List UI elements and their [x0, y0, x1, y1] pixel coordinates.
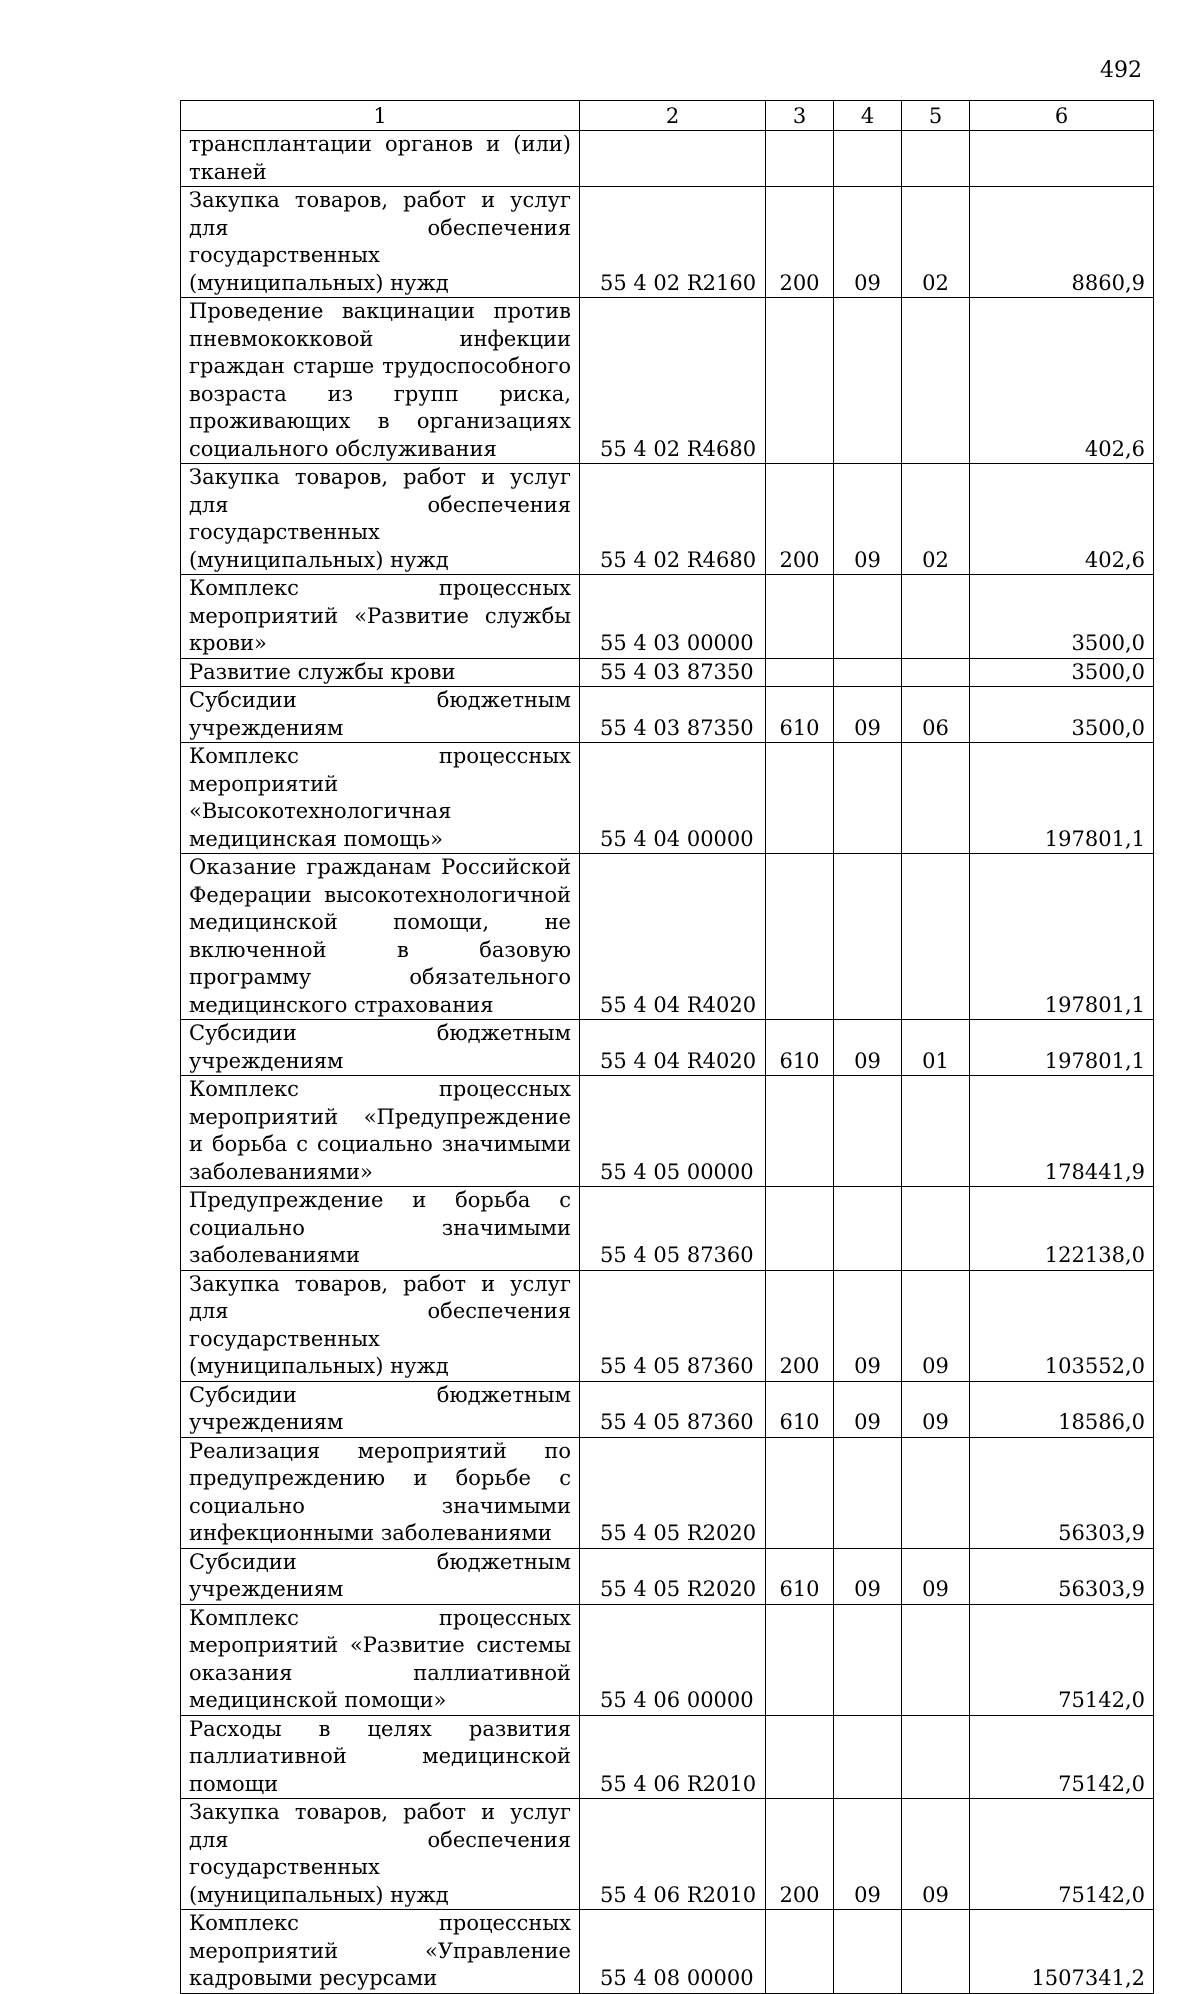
expense-type-cell: [766, 1715, 834, 1799]
section-cell: [834, 1604, 902, 1715]
section-cell: 09: [834, 1799, 902, 1910]
amount-cell: [970, 131, 1154, 187]
item-name-cell: Субсидии бюджетным учреждениям: [181, 1020, 580, 1076]
target-code-cell: 55 4 03 87350: [580, 658, 766, 687]
item-name-cell: Комплекс процессных мероприятий «Развитие службы крови»: [181, 575, 580, 659]
item-name-cell: Субсидии бюджетным учреждениям: [181, 1381, 580, 1437]
column-header: 3: [766, 101, 834, 131]
table-row: [181, 1437, 1154, 1548]
table-header-row: [181, 101, 1154, 131]
target-code-cell: 55 4 05 87360: [580, 1381, 766, 1437]
expense-type-cell: [766, 1187, 834, 1271]
section-cell: 09: [834, 1270, 902, 1381]
subsection-cell: 09: [902, 1799, 970, 1910]
amount-cell: 178441,9: [970, 1076, 1154, 1187]
item-name-cell: Предупреждение и борьба с социально значимыми заболеваниями: [181, 1187, 580, 1271]
table-row: [181, 1910, 1154, 1994]
expense-type-cell: [766, 854, 834, 1020]
subsection-cell: [902, 854, 970, 1020]
table-row: [181, 464, 1154, 575]
section-cell: 09: [834, 1548, 902, 1604]
expense-type-cell: [766, 743, 834, 854]
expense-type-cell: [766, 1076, 834, 1187]
target-code-cell: [580, 131, 766, 187]
amount-cell: 122138,0: [970, 1187, 1154, 1271]
item-name-cell: Закупка товаров, работ и услуг для обеспечения государственных (муниципальных) нужд: [181, 187, 580, 298]
table-row: [181, 1076, 1154, 1187]
column-header: 6: [970, 101, 1154, 131]
target-code-cell: 55 4 06 00000: [580, 1604, 766, 1715]
target-code-cell: 55 4 04 R4020: [580, 854, 766, 1020]
section-cell: [834, 854, 902, 1020]
target-code-cell: 55 4 06 R2010: [580, 1715, 766, 1799]
subsection-cell: [902, 1437, 970, 1548]
table-row: [181, 1187, 1154, 1271]
table-row: [181, 743, 1154, 854]
item-name-cell: Реализация мероприятий по предупреждению и борьбе с социально значимыми инфекционными заболеваниями: [181, 1437, 580, 1548]
section-cell: 09: [834, 187, 902, 298]
item-name-cell: Комплекс процессных мероприятий «Развитие системы оказания паллиативной медицинской помощи»: [181, 1604, 580, 1715]
subsection-cell: [902, 131, 970, 187]
item-name-cell: Закупка товаров, работ и услуг для обеспечения государственных (муниципальных) нужд: [181, 1799, 580, 1910]
target-code-cell: 55 4 02 R4680: [580, 298, 766, 464]
target-code-cell: 55 4 02 R4680: [580, 464, 766, 575]
subsection-cell: [902, 1076, 970, 1187]
target-code-cell: 55 4 05 R2020: [580, 1437, 766, 1548]
target-code-cell: 55 4 03 00000: [580, 575, 766, 659]
column-header: 2: [580, 101, 766, 131]
table-row: [181, 575, 1154, 659]
expense-type-cell: [766, 1910, 834, 1994]
item-name-cell: Закупка товаров, работ и услуг для обеспечения государственных (муниципальных) нужд: [181, 464, 580, 575]
item-name-cell: Развитие службы крови: [181, 658, 580, 687]
section-cell: [834, 575, 902, 659]
subsection-cell: 09: [902, 1548, 970, 1604]
section-cell: [834, 1910, 902, 1994]
amount-cell: 75142,0: [970, 1604, 1154, 1715]
target-code-cell: 55 4 04 R4020: [580, 1020, 766, 1076]
section-cell: 09: [834, 464, 902, 575]
amount-cell: 197801,1: [970, 743, 1154, 854]
target-code-cell: 55 4 05 R2020: [580, 1548, 766, 1604]
target-code-cell: 55 4 04 00000: [580, 743, 766, 854]
target-code-cell: 55 4 08 00000: [580, 1910, 766, 1994]
expense-type-cell: 610: [766, 1020, 834, 1076]
page-number: 492: [1100, 58, 1142, 83]
subsection-cell: 09: [902, 1270, 970, 1381]
expense-type-cell: 610: [766, 1381, 834, 1437]
item-name-cell: Комплекс процессных мероприятий «Управление кадровыми ресурсами: [181, 1910, 580, 1994]
subsection-cell: 09: [902, 1381, 970, 1437]
item-name-cell: Расходы в целях развития паллиативной медицинской помощи: [181, 1715, 580, 1799]
section-cell: [834, 1715, 902, 1799]
amount-cell: 3500,0: [970, 658, 1154, 687]
subsection-cell: [902, 1910, 970, 1994]
amount-cell: 56303,9: [970, 1437, 1154, 1548]
subsection-cell: [902, 1715, 970, 1799]
target-code-cell: 55 4 02 R2160: [580, 187, 766, 298]
column-header: 5: [902, 101, 970, 131]
expense-type-cell: [766, 1604, 834, 1715]
item-name-cell: Оказание гражданам Российской Федерации высокотехнологичной медицинской помощи, не включенной в базовую программу обязательного медицинского страхования: [181, 854, 580, 1020]
section-cell: [834, 1187, 902, 1271]
amount-cell: 103552,0: [970, 1270, 1154, 1381]
subsection-cell: [902, 298, 970, 464]
table-row: [181, 687, 1154, 743]
amount-cell: 1507341,2: [970, 1910, 1154, 1994]
table-row: [181, 1381, 1154, 1437]
expense-type-cell: 200: [766, 1799, 834, 1910]
item-name-cell: Закупка товаров, работ и услуг для обеспечения государственных (муниципальных) нужд: [181, 1270, 580, 1381]
table-row: [181, 131, 1154, 187]
section-cell: [834, 658, 902, 687]
section-cell: [834, 1437, 902, 1548]
expense-type-cell: [766, 298, 834, 464]
target-code-cell: 55 4 03 87350: [580, 687, 766, 743]
table-row: [181, 1799, 1154, 1910]
expense-type-cell: [766, 1437, 834, 1548]
expense-type-cell: 610: [766, 687, 834, 743]
amount-cell: 18586,0: [970, 1381, 1154, 1437]
table-row: [181, 298, 1154, 464]
subsection-cell: 06: [902, 687, 970, 743]
table-row: [181, 658, 1154, 687]
subsection-cell: 02: [902, 187, 970, 298]
item-name-cell: трансплантации органов и (или) тканей: [181, 131, 580, 187]
target-code-cell: 55 4 05 00000: [580, 1076, 766, 1187]
column-header: 1: [181, 101, 580, 131]
subsection-cell: [902, 743, 970, 854]
item-name-cell: Субсидии бюджетным учреждениям: [181, 687, 580, 743]
amount-cell: 3500,0: [970, 687, 1154, 743]
amount-cell: 8860,9: [970, 187, 1154, 298]
expense-type-cell: [766, 575, 834, 659]
amount-cell: 3500,0: [970, 575, 1154, 659]
section-cell: 09: [834, 1020, 902, 1076]
section-cell: [834, 131, 902, 187]
table-row: [181, 1270, 1154, 1381]
column-header: 4: [834, 101, 902, 131]
amount-cell: 197801,1: [970, 1020, 1154, 1076]
section-cell: [834, 743, 902, 854]
section-cell: [834, 1076, 902, 1187]
expense-type-cell: [766, 131, 834, 187]
amount-cell: 402,6: [970, 298, 1154, 464]
subsection-cell: 02: [902, 464, 970, 575]
amount-cell: 75142,0: [970, 1715, 1154, 1799]
amount-cell: 197801,1: [970, 854, 1154, 1020]
table-row: [181, 854, 1154, 1020]
item-name-cell: Субсидии бюджетным учреждениям: [181, 1548, 580, 1604]
amount-cell: 56303,9: [970, 1548, 1154, 1604]
table-row: [181, 1020, 1154, 1076]
subsection-cell: 01: [902, 1020, 970, 1076]
expense-type-cell: 610: [766, 1548, 834, 1604]
amount-cell: 75142,0: [970, 1799, 1154, 1910]
subsection-cell: [902, 1187, 970, 1271]
expense-type-cell: 200: [766, 464, 834, 575]
section-cell: [834, 298, 902, 464]
target-code-cell: 55 4 06 R2010: [580, 1799, 766, 1910]
expense-type-cell: 200: [766, 187, 834, 298]
table-row: [181, 1548, 1154, 1604]
expense-type-cell: [766, 658, 834, 687]
budget-table: [180, 100, 1154, 1994]
target-code-cell: 55 4 05 87360: [580, 1187, 766, 1271]
item-name-cell: Проведение вакцинации против пневмококковой инфекции граждан старше трудоспособного возраста из групп риска, проживающих в организациях социального обслуживания: [181, 298, 580, 464]
subsection-cell: [902, 1604, 970, 1715]
item-name-cell: Комплекс процессных мероприятий «Высокотехнологичная медицинская помощь»: [181, 743, 580, 854]
subsection-cell: [902, 575, 970, 659]
item-name-cell: Комплекс процессных мероприятий «Предупреждение и борьба с социально значимыми заболеваниями»: [181, 1076, 580, 1187]
expense-type-cell: 200: [766, 1270, 834, 1381]
table-row: [181, 1715, 1154, 1799]
section-cell: 09: [834, 687, 902, 743]
section-cell: 09: [834, 1381, 902, 1437]
table-row: [181, 187, 1154, 298]
table-row: [181, 1604, 1154, 1715]
amount-cell: 402,6: [970, 464, 1154, 575]
target-code-cell: 55 4 05 87360: [580, 1270, 766, 1381]
subsection-cell: [902, 658, 970, 687]
